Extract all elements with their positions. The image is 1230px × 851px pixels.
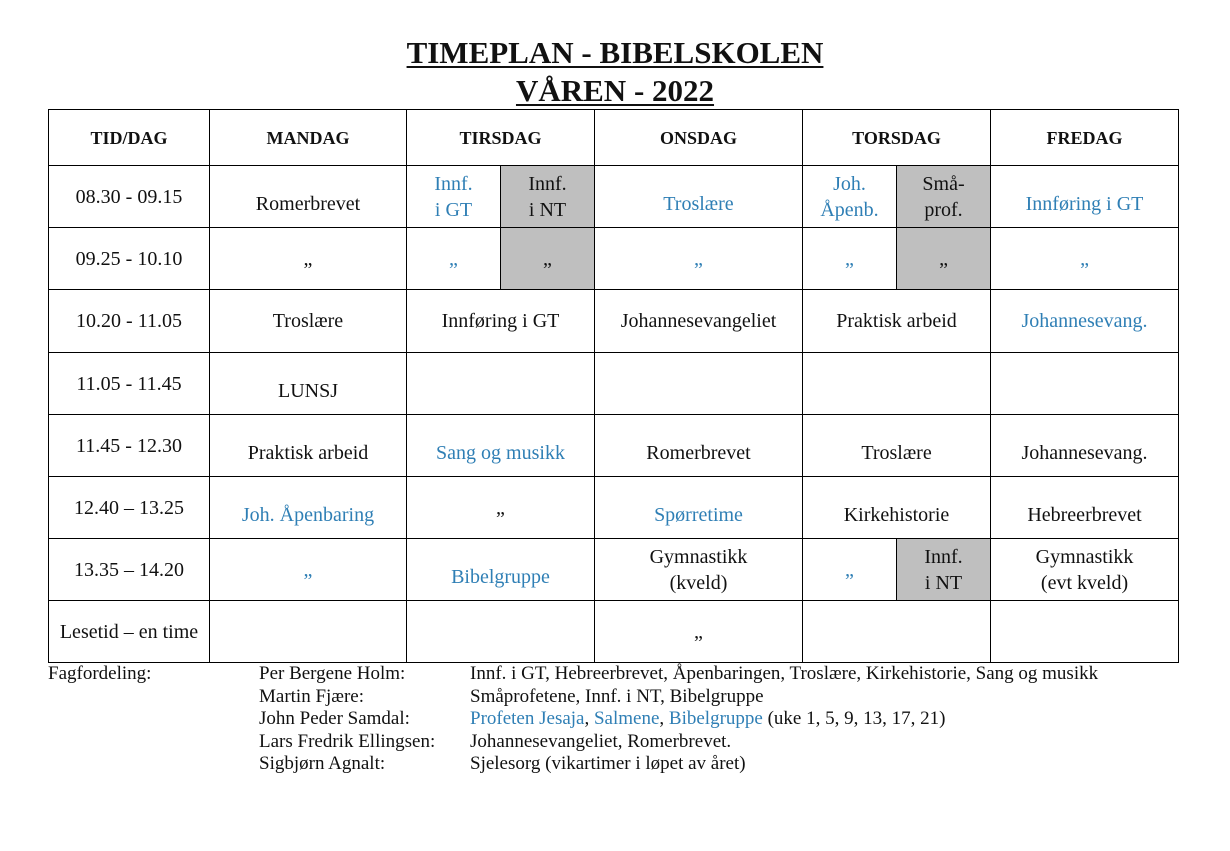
time-cell: 11.05 - 11.45 <box>49 353 210 415</box>
time-cell: 10.20 - 11.05 <box>49 290 210 353</box>
teacher-name: Sigbjørn Agnalt: <box>259 753 386 774</box>
table-row <box>49 166 1179 228</box>
cell-wednesday: Gymnastikk (kveld) <box>595 539 803 601</box>
cell-friday <box>991 353 1179 415</box>
time-cell: 08.30 - 09.15 <box>49 166 210 228</box>
cell-monday: „ <box>210 228 407 290</box>
header-row <box>49 110 1179 166</box>
cell-thursday-a: Joh. Åpenb. <box>803 166 897 228</box>
cell-thursday-b: Innf. i NT <box>897 539 991 601</box>
time-cell: 11.45 - 12.30 <box>49 415 210 477</box>
table-row <box>49 228 1179 290</box>
cell-tuesday <box>407 353 595 415</box>
header-thursday: TORSDAG <box>803 110 991 166</box>
teacher-subjects: Profeten Jesaja, Salmene, Bibelgruppe (uke 1, 5, 9, 13, 17, 21) <box>470 708 946 729</box>
distribution-label: Fagfordeling: <box>48 663 152 684</box>
cell-friday: „ <box>991 228 1179 290</box>
cell-tuesday <box>407 601 595 663</box>
page-title: TIMEPLAN - BIBELSKOLEN <box>406 35 824 70</box>
cell-tuesday: Bibelgruppe <box>407 539 595 601</box>
cell-thursday-a: „ <box>803 539 897 601</box>
header-tuesday: TIRSDAG <box>407 110 595 166</box>
list-item <box>48 731 1228 754</box>
teacher-name: Martin Fjære: <box>259 685 365 707</box>
table-row <box>49 415 1179 477</box>
cell-tuesday-a: „ <box>407 228 501 290</box>
cell-tuesday-b: „ <box>501 228 595 290</box>
teacher-name: John Peder Samdal: <box>259 708 410 729</box>
table-row <box>49 290 1179 353</box>
header-time: TID/DAG <box>49 110 210 166</box>
list-item <box>48 753 1228 776</box>
teacher-subjects: Småprofetene, Innf. i NT, Bibelgruppe <box>470 685 764 707</box>
cell-wednesday: Johannesevangeliet <box>595 290 803 353</box>
cell-thursday-a: „ <box>803 228 897 290</box>
teacher-subjects: Sjelesorg (vikartimer i løpet av året) <box>470 753 746 774</box>
time-cell: 09.25 - 10.10 <box>49 228 210 290</box>
teacher-subjects: Innf. i GT, Hebreerbrevet, Åpenbaringen, Troslære, Kirkehistorie, Sang og musikk <box>470 663 1099 684</box>
teacher-name: Per Bergene Holm: <box>259 663 406 684</box>
cell-wednesday: Spørretime <box>595 477 803 539</box>
table-row <box>49 477 1179 539</box>
header-wednesday: ONSDAG <box>595 110 803 166</box>
cell-wednesday <box>595 353 803 415</box>
cell-friday: Gymnastikk (evt kveld) <box>991 539 1179 601</box>
teacher-subjects: Johannesevangeliet, Romerbrevet. <box>470 730 732 752</box>
cell-tuesday-a: Innf. i GT <box>407 166 501 228</box>
cell-tuesday: „ <box>407 477 595 539</box>
cell-thursday: Kirkehistorie <box>803 477 991 539</box>
time-cell: 12.40 – 13.25 <box>49 477 210 539</box>
subject-distribution <box>48 663 1228 776</box>
cell-thursday-b: Små- prof. <box>897 166 991 228</box>
cell-monday: „ <box>210 539 407 601</box>
cell-monday: Praktisk arbeid <box>210 415 407 477</box>
cell-thursday: Praktisk arbeid <box>803 290 991 353</box>
cell-thursday <box>803 353 991 415</box>
page-subtitle: VÅREN - 2022 <box>515 73 715 108</box>
cell-wednesday: „ <box>595 601 803 663</box>
cell-wednesday: Romerbrevet <box>595 415 803 477</box>
time-cell: Lesetid – en time <box>49 601 210 663</box>
table-row <box>49 353 1179 415</box>
cell-friday: Johannesevang. <box>991 290 1179 353</box>
cell-friday <box>991 601 1179 663</box>
header-friday: FREDAG <box>991 110 1179 166</box>
cell-thursday-b: „ <box>897 228 991 290</box>
cell-friday: Innføring i GT <box>991 166 1179 228</box>
time-cell: 13.35 – 14.20 <box>49 539 210 601</box>
cell-tuesday: Sang og musikk <box>407 415 595 477</box>
list-item <box>48 686 1228 709</box>
cell-friday: Johannesevang. <box>991 415 1179 477</box>
cell-thursday <box>803 601 991 663</box>
list-item <box>48 708 1228 731</box>
cell-wednesday: Troslære <box>595 166 803 228</box>
table-row <box>49 539 1179 601</box>
cell-monday: Romerbrevet <box>210 166 407 228</box>
cell-monday: LUNSJ <box>210 353 407 415</box>
cell-tuesday: Innføring i GT <box>407 290 595 353</box>
cell-monday: Joh. Åpenbaring <box>210 477 407 539</box>
table-row <box>49 601 1179 663</box>
header-monday: MANDAG <box>210 110 407 166</box>
cell-tuesday-b: Innf. i NT <box>501 166 595 228</box>
teacher-name: Lars Fredrik Ellingsen: <box>259 730 436 752</box>
schedule-table <box>48 109 1179 663</box>
cell-friday: Hebreerbrevet <box>991 477 1179 539</box>
cell-monday: Troslære <box>210 290 407 353</box>
list-item <box>48 663 1228 686</box>
cell-thursday: Troslære <box>803 415 991 477</box>
cell-monday <box>210 601 407 663</box>
cell-wednesday: „ <box>595 228 803 290</box>
